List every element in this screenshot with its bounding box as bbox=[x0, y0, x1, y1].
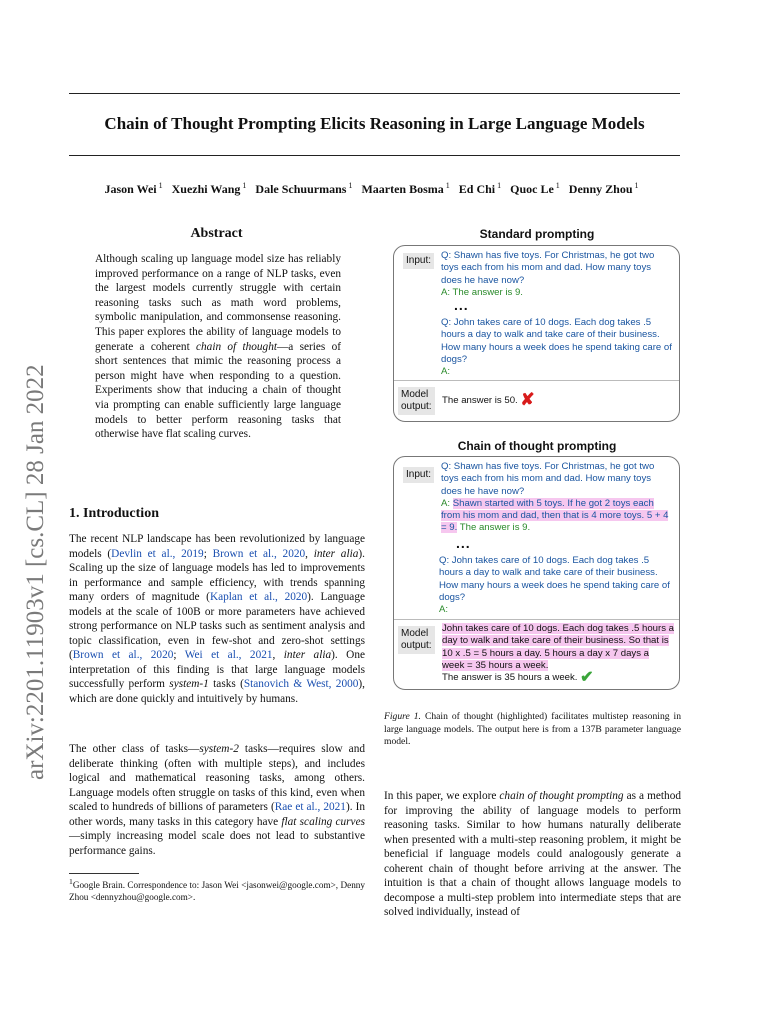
author-list bbox=[69, 181, 680, 197]
citation-link[interactable]: Wei et al., 2021 bbox=[184, 649, 273, 662]
input-label: Input: bbox=[403, 467, 434, 483]
ellipsis: ... bbox=[454, 297, 469, 313]
standard-input-text bbox=[441, 250, 673, 299]
cot-output-answer: The answer is 35 hours a week. bbox=[442, 672, 578, 684]
cot-prompting-title: Chain of thought prompting bbox=[457, 439, 617, 453]
author: Dale Schuurmans bbox=[255, 182, 347, 196]
standard-test-question bbox=[441, 317, 673, 378]
caption-text: Chain of thought (highlighted) facilitates multistep reasoning in large language models. The output here is from a 137B parameter language model. bbox=[384, 711, 681, 748]
exemplar-question: Q: Shawn has five toys. For Christmas, he got two toys each from his mom and dad. How many toys does he have now? bbox=[441, 461, 655, 497]
author: Maarten Bosma bbox=[361, 182, 444, 196]
paper-title: Chain of Thought Prompting Elicits Reasoning in Large Language Models bbox=[104, 114, 645, 133]
top-rule bbox=[69, 93, 680, 94]
author-affil-mark: 1 bbox=[242, 181, 247, 190]
figure-label: Figure 1. bbox=[384, 711, 421, 722]
wrong-cross-icon: ✘ bbox=[520, 390, 535, 409]
author-affil-mark: 1 bbox=[158, 181, 163, 190]
author-affil-mark: 1 bbox=[555, 181, 560, 190]
author-affil-mark: 1 bbox=[634, 181, 639, 190]
section-heading-introduction: 1. Introduction bbox=[69, 506, 159, 521]
abstract-text: Although scaling up language model size has reliably improved performance on a range of NLP tasks, even the largest models currently struggle with certain reasoning tasks such as math word problems, symbolic manipulation, and commonsense reasoning. This paper explores the ability of language models to generate a coherent bbox=[95, 253, 341, 353]
exemplar-answer: A: The answer is 9. bbox=[441, 286, 523, 298]
test-question: Q: John takes care of 10 dogs. Each dog takes .5 hours a day to walk and take care of their business. How many hours a week does he spend taking care of dogs? bbox=[441, 317, 672, 365]
title-bottom-rule bbox=[69, 155, 680, 156]
abstract-body bbox=[95, 252, 341, 442]
cot-test-question bbox=[439, 555, 673, 616]
test-answer-prompt: A: bbox=[441, 366, 451, 378]
standard-prompting-panel bbox=[393, 245, 680, 422]
standard-prompting-title: Standard prompting bbox=[479, 227, 595, 241]
footnote-text: Google Brain. Correspondence to: Jason Wei <jasonwei@google.com>, Denny Zhou <dennyzhou@google.com>. bbox=[69, 880, 365, 903]
citation-link[interactable]: Brown et al., 2020 bbox=[72, 649, 174, 662]
panel-divider bbox=[394, 619, 679, 620]
author: Quoc Le bbox=[510, 182, 554, 196]
test-question: Q: John takes care of 10 dogs. Each dog takes .5 hours a day to walk and take care of their business. How many hours a week does he spend taking care of dogs? bbox=[439, 555, 670, 603]
correct-check-icon: ✔ bbox=[580, 669, 594, 687]
author: Jason Wei bbox=[104, 182, 157, 196]
abstract-text: —a series of short sentences that mimic the reasoning process a person might have when responding to a question. Experiments show that inducing a chain of thought via prompting can enable sufficiently large language models to better perform reasoning tasks that otherwise have flat scaling curves. bbox=[95, 340, 341, 441]
standard-output-text bbox=[442, 390, 535, 409]
author: Ed Chi bbox=[458, 182, 496, 196]
citation-link[interactable]: Rae et al., 2021 bbox=[274, 801, 346, 814]
intro-paragraph-3: In this paper, we explore chain of thought prompting as a method for improving the ability of language models to perform reasoning tasks. Similar to how humans naturally deliberate when presented with a multi-step reasoning problem, it might be beneficial if language models could analogously generate a coherent chain of thought before arriving at the answer. The intuition is that a chain of thought allows language models to decompose a multi-step problem into intermediate steps that are solved individually, instead of bbox=[384, 790, 681, 919]
cot-prompting-panel bbox=[393, 456, 680, 690]
panel-divider bbox=[394, 380, 679, 381]
ellipsis: ... bbox=[456, 535, 471, 551]
figure-caption bbox=[384, 711, 681, 749]
abstract-emphasis: chain of thought bbox=[196, 340, 277, 353]
model-output-label: Model output: bbox=[398, 387, 435, 415]
standard-output: The answer is 50. bbox=[442, 395, 518, 406]
citation-link[interactable]: Kaplan et al., 2020 bbox=[209, 591, 308, 604]
input-label: Input: bbox=[403, 253, 434, 269]
exemplar-question: Q: Shawn has five toys. For Christmas, he got two toys each from his mom and dad. How many toys does he have now? bbox=[441, 250, 655, 286]
footnote-mark: 1 bbox=[69, 877, 73, 886]
citation-link[interactable]: Stanovich & West, 2000 bbox=[243, 678, 359, 691]
author-affil-mark: 1 bbox=[497, 181, 502, 190]
intro-paragraph-2: The other class of tasks—system-2 tasks—requires slow and deliberate thinking (often with multiple steps), and includes logical and mathematical reasoning tasks, among others. Language models often struggle on tasks of this kind, even when scaled to hundreds of billions of parameters (Rae et al., 2021). In other words, many tasks in this category have flat scaling curves—simply increasing model scale does not lead to substantive performance gains. bbox=[69, 743, 365, 857]
model-output-label: Model output: bbox=[398, 626, 435, 654]
citation-link[interactable]: Brown et al., 2020 bbox=[212, 547, 306, 560]
footnote bbox=[69, 876, 365, 903]
highlighted-chain-of-thought: Shawn started with 5 toys. If he got 2 toys each from his mom and dad, then that is 4 more toys. 5 + 4 = 9. bbox=[441, 497, 669, 534]
highlighted-chain-of-thought: John takes care of 10 dogs. Each dog takes .5 hours a day to walk and take care of their business. So that is 10 x .5 = 5 hours a day. 5 hours a day x 7 days a week = 35 hours a week. bbox=[442, 623, 674, 671]
intro-paragraph-1: The recent NLP landscape has been revolutionized by language models (Devlin et al., 2019; Brown et al., 2020, inter alia). Scaling up the size of language models has led to improvements in performance and sample efficiency, with trends spanning many orders of magnitude (Kaplan et al., 2020). Language models at the scale of 100B or more parameters have achieved strong performance on NLP tasks such as sentiment analysis and topic classification, even in few-shot and zero-shot settings (Brown et al., 2020; Wei et al., 2021, inter alia). One interpretation of this finding is that large language models successfully perform system-1 tasks (Stanovich & West, 2000), which are done quickly and intuitively by humans. bbox=[69, 533, 365, 706]
test-answer-prompt: A: bbox=[439, 604, 449, 616]
author-affil-mark: 1 bbox=[348, 181, 353, 190]
cot-output-text bbox=[442, 623, 674, 687]
exemplar-cot-answer: A: Shawn started with 5 toys. If he got 2 toys each from his mom and dad, then that is 4 more toys. 5 + 4 = 9. The answer is 9. bbox=[441, 497, 669, 534]
arxiv-stamp: arXiv:2201.11903v1 [cs.CL] 28 Jan 2022 bbox=[22, 364, 49, 780]
abstract-heading: Abstract bbox=[190, 226, 243, 241]
author: Xuezhi Wang bbox=[171, 182, 241, 196]
footnote-rule bbox=[69, 873, 139, 874]
author: Denny Zhou bbox=[568, 182, 633, 196]
cot-input-text bbox=[441, 461, 673, 535]
citation-link[interactable]: Devlin et al., 2019 bbox=[111, 547, 204, 560]
author-affil-mark: 1 bbox=[445, 181, 450, 190]
